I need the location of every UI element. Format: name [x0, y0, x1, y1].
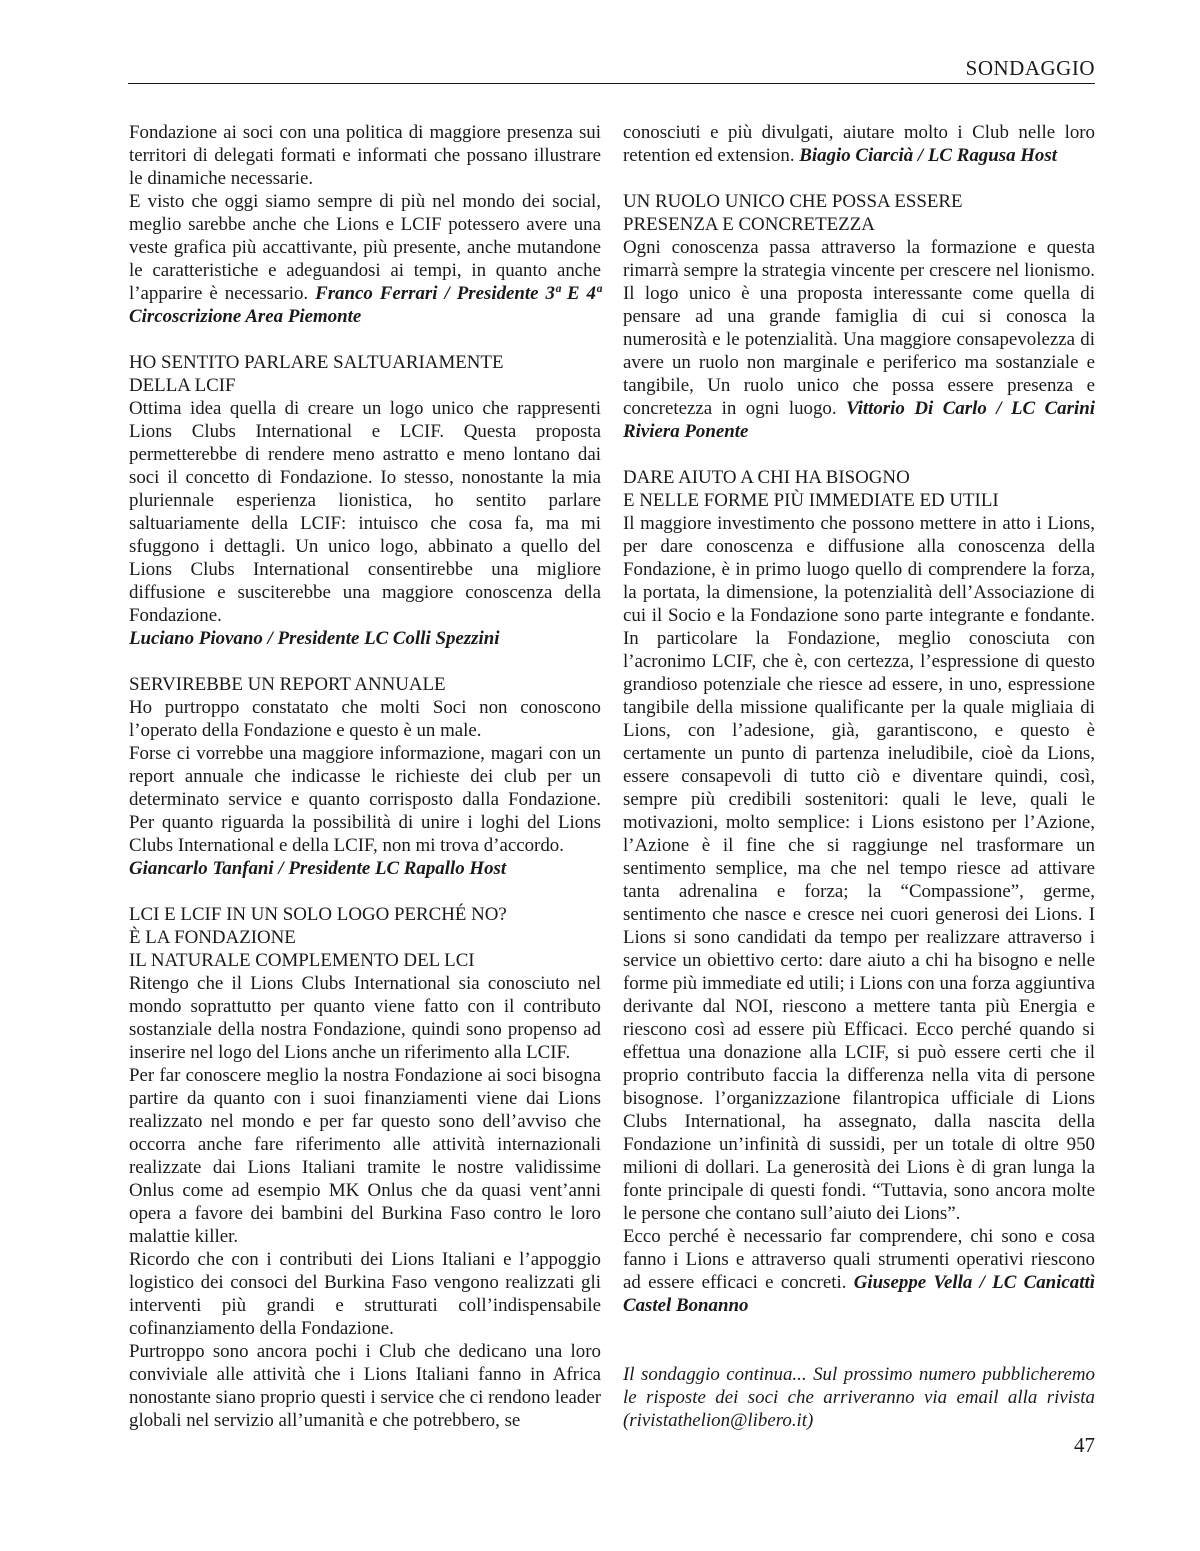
- section-heading: PRESENZA E CONCRETEZZA: [623, 214, 875, 235]
- left-column: [129, 121, 601, 1432]
- section-heading: SERVIREBBE UN REPORT ANNUALE: [129, 674, 446, 695]
- section-heading: DARE AIUTO A CHI HA BISOGNO: [623, 467, 910, 488]
- body-text: conosciuti e più divulgati, aiutare molto i Club nelle loro retention ed extension.: [623, 122, 1095, 166]
- body-text: Ecco perché è necessario far comprendere, chi sono e cosa fanno i Lions e attraverso quali strumenti operativi riescono ad essere efficaci e concreti.: [623, 1226, 1095, 1293]
- author-signature: Luciano Piovano / Presidente LC Colli Spezzini: [129, 628, 500, 649]
- section-heading: HO SENTITO PARLARE SALTUARIAMENTE: [129, 352, 504, 373]
- author-signature: Vittorio Di Carlo / LC Carini Riviera Ponente: [623, 398, 1095, 442]
- closing-note: Il sondaggio continua... Sul prossimo numero pubblicheremo le risposte dei soci che arriveranno via email alla rivista (rivistathelion@libero.it): [623, 1364, 1095, 1431]
- author-signature: Giancarlo Tanfani / Presidente LC Rapallo Host: [129, 858, 507, 879]
- page-number: 47: [1074, 1433, 1095, 1457]
- intro-paragraph: [129, 190, 601, 328]
- body-paragraph: [623, 236, 1095, 443]
- body-text: E visto che oggi siamo sempre di più nel mondo dei social, meglio sarebbe anche che Lions e LCIF potessero avere una veste grafica più accattivante, più presente, anche mutandone le caratteristiche e adeguandosi ai tempi, in quanto anche l’apparire è necessario.: [129, 191, 601, 304]
- section-heading: DELLA LCIF: [129, 375, 236, 396]
- header-rule: [128, 83, 1095, 84]
- author-signature: Giuseppe Vella / LC Canicattì Castel Bonanno: [623, 1272, 1095, 1316]
- author-signature: Franco Ferrari / Presidente 3ª E 4ª Circoscrizione Area Piemonte: [129, 283, 601, 327]
- intro-paragraph: Fondazione ai soci con una politica di maggiore presenza sui territori di delegati formati e informati che possano illustrare le dinamiche necessarie.: [129, 122, 601, 189]
- section-heading: IL NATURALE COMPLEMENTO DEL LCI: [129, 950, 475, 971]
- body-paragraph: Per far conoscere meglio la nostra Fondazione ai soci bisogna partire da quanto con i suoi finanziamenti viene dai Lions realizzato nel mondo e per far questo sono dell’avviso che occorra anche fare riferimento alle attività internazionali realizzate dai Lions Italiani tramite le nostre validissime Onlus come ad esempio MK Onlus che da quasi vent’anni opera a favore dei bambini del Burkina Faso contro le loro malattie killer.: [129, 1065, 601, 1247]
- body-paragraph: [623, 1225, 1095, 1317]
- section-label: SONDAGGIO: [965, 56, 1095, 80]
- section-heading: LCI E LCIF IN UN SOLO LOGO PERCHÉ NO?: [129, 904, 507, 925]
- body-paragraph: Purtroppo sono ancora pochi i Club che dedicano una loro conviviale alle attività che i Lions Italiani fanno in Africa nonostante siano proprio questi i service che ci rendono leader globali nel servizio all’umanità e che potrebbero, se: [129, 1341, 601, 1431]
- body-paragraph: Ho purtroppo constatato che molti Soci non conoscono l’operato della Fondazione e questo è un male.: [129, 697, 601, 741]
- author-signature: Biagio Ciarcià / LC Ragusa Host: [799, 145, 1057, 166]
- body-paragraph: Il maggiore investimento che possono mettere in atto i Lions, per dare conoscenza e diffusione alla conoscenza della Fondazione, è in primo luogo quello di comprendere la forza, la portata, la dimensione, la potenzialità dell’Associazione di cui il Socio e la Fondazione sono parte integrante e fondante. In particolare la Fondazione, meglio conosciuta con l’acronimo LCIF, che è, con certezza, l’espressione di questo grandioso potenziale che riesce ad essere, in uno, espressione tangibile della missione qualificante per la quale migliaia di Lions, con l’adesione, già, garantiscono, e questo è certamente un punto di partenza ineludibile, cioè da Lions, essere consapevoli di tutto ciò e diventare quindi, così, sempre più credibili sostenitori: quali le leve, quali le motivazioni, molto semplice: i Lions esistono per l’Azione, l’Azione è il fine che si raggiunge nel trasformare un sentimento semplice, ma che nel tempo riesce ad attivare tanta adrenalina e forza; la “Compassione”, germe, sentimento che nasce e cresce nei cuori generosi dei Lions. I Lions si sono candidati da tempo per realizzare attraverso i service un obiettivo certo: dare aiuto a chi ha bisogno e nelle forme più immediate ed utili; i Lions con una forza aggiuntiva derivante dal NOI, riescono a mettere tanta più Energia e riescono così ad essere più Efficaci. Ecco perché quando si effettua una donazione alla LCIF, si può essere certi che il proprio contributo faccia la differenza nella vita di persone bisognose. l’organizzazione filantropica ufficiale di Lions Clubs International, ha assegnato, dalla nascita della Fondazione un’infinità di sussidi, per un totale di oltre 950 milioni di dollari. La generosità dei Lions è di gran lunga la fonte principale di questi fondi. “Tuttavia, sono ancora molte le persone che contano sull’aiuto dei Lions”.: [623, 513, 1095, 1224]
- section-heading: UN RUOLO UNICO CHE POSSA ESSERE: [623, 191, 963, 212]
- body-paragraph: Forse ci vorrebbe una maggiore informazione, magari con un report annuale che indicasse le richieste dei club per un determinato service e quanto corrisposto dalla Fondazione. Per quanto riguarda la possibilità di unire i loghi del Lions Clubs International e della LCIF, non mi trova d’accordo.: [129, 743, 601, 856]
- body-paragraph: Ricordo che con i contributi dei Lions Italiani e l’appoggio logistico dei consoci del Burkina Faso vengono realizzati gli interventi più grandi e strutturati coll’indispensabile cofinanziamento della Fondazione.: [129, 1249, 601, 1339]
- right-column: [623, 121, 1095, 1432]
- body-paragraph: Ottima idea quella di creare un logo unico che rappresenti Lions Clubs International e LCIF. Questa proposta permetterebbe di rendere meno astratto e meno lontano dai soci il concetto di Fondazione. Io stesso, nonostante la mia pluriennale esperienza lionistica, ho sentito parlare saltuariamente della LCIF: intuisco che cosa fa, ma mi sfuggono i dettagli. Un unico logo, abbinato a quello del Lions Clubs International consentirebbe una migliore diffusione e susciterebbe una maggiore conoscenza della Fondazione.: [129, 398, 601, 626]
- section-heading: E NELLE FORME PIÙ IMMEDIATE ED UTILI: [623, 490, 999, 511]
- section-heading: È LA FONDAZIONE: [129, 927, 296, 948]
- body-paragraph: [623, 121, 1095, 167]
- body-paragraph: Ritengo che il Lions Clubs International sia conosciuto nel mondo soprattutto per quanto viene fatto con il contributo sostanziale della nostra Fondazione, quindi sono propenso ad inserire nel logo del Lions anche un riferimento alla LCIF.: [129, 973, 601, 1063]
- body-text: Ogni conoscenza passa attraverso la formazione e questa rimarrà sempre la strategia vincente per crescere nel lionismo. Il logo unico è una proposta interessante come quella di pensare ad una grande famiglia di cui si conosca la numerosità e le potenzialità. Una maggiore consapevolezza di avere un ruolo non marginale e periferico ma sostanziale e tangibile, Un ruolo unico che possa essere presenza e concretezza in ogni luogo.: [623, 237, 1095, 419]
